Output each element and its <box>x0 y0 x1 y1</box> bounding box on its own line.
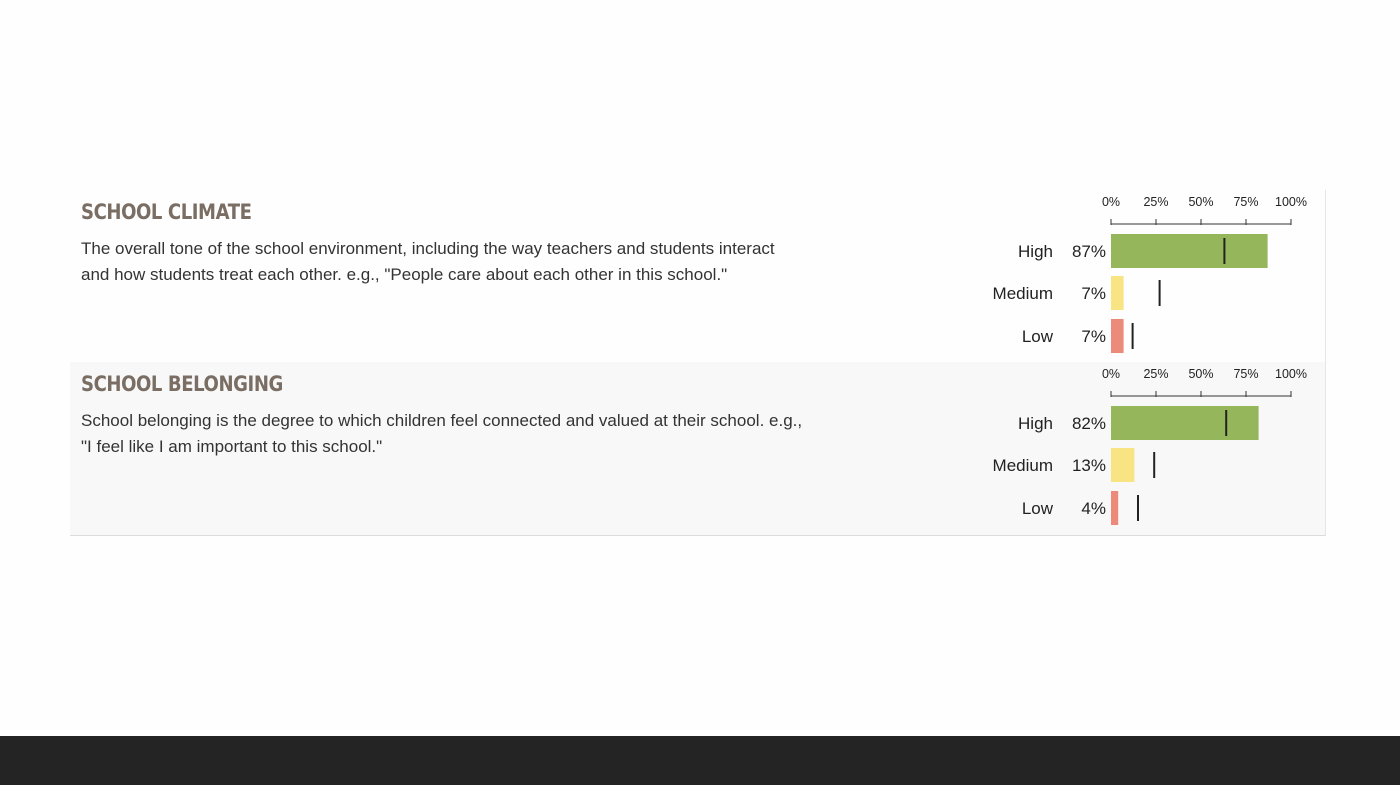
school-climate-chart <box>950 190 1326 362</box>
category-label: High <box>1018 242 1053 261</box>
x-tick-label: 50% <box>1188 195 1214 209</box>
category-label: Low <box>1021 327 1053 346</box>
value-label: 82% <box>1071 414 1106 433</box>
school-belonging-chart <box>950 362 1326 534</box>
description-line: and how students treat each other. e.g., "People care about each other in this school." <box>81 265 728 284</box>
bar-low <box>1111 491 1118 525</box>
x-tick-label: 75% <box>1233 195 1259 209</box>
description-line: "I feel like I am important to this school." <box>81 437 383 456</box>
x-tick-label: 50% <box>1188 367 1214 381</box>
bar-high <box>1111 234 1268 268</box>
description-line: School belonging is the degree to which children feel connected and valued at their school. e.g., <box>81 411 803 430</box>
section-title: SCHOOL CLIMATE <box>81 200 252 224</box>
x-tick-label: 0% <box>1101 367 1121 381</box>
value-label: 7% <box>1081 327 1106 346</box>
x-tick-label: 25% <box>1143 367 1169 381</box>
bar-low <box>1111 319 1124 353</box>
description-line: The overall tone of the school environment, including the way teachers and students interact <box>81 239 775 258</box>
x-tick-label: 100% <box>1275 367 1307 381</box>
category-label: High <box>1018 414 1053 433</box>
value-label: 7% <box>1081 284 1106 303</box>
value-label: 87% <box>1071 242 1106 261</box>
bar-high <box>1111 406 1259 440</box>
category-label: Medium <box>992 284 1053 303</box>
bar-medium <box>1111 276 1124 310</box>
section-description <box>81 236 861 288</box>
x-tick-label: 25% <box>1143 195 1169 209</box>
x-tick-label: 0% <box>1101 195 1121 209</box>
value-label: 13% <box>1071 456 1106 475</box>
x-tick-label: 100% <box>1275 195 1307 209</box>
x-tick-label: 75% <box>1233 367 1259 381</box>
category-label: Medium <box>992 456 1053 475</box>
section-title: SCHOOL BELONGING <box>81 372 283 396</box>
footer-bar <box>0 736 1400 785</box>
category-label: Low <box>1021 499 1053 518</box>
school-climate-panel <box>70 190 1326 362</box>
school-belonging-panel <box>70 362 1326 536</box>
bar-medium <box>1111 448 1134 482</box>
section-description <box>81 408 861 460</box>
value-label: 4% <box>1081 499 1106 518</box>
